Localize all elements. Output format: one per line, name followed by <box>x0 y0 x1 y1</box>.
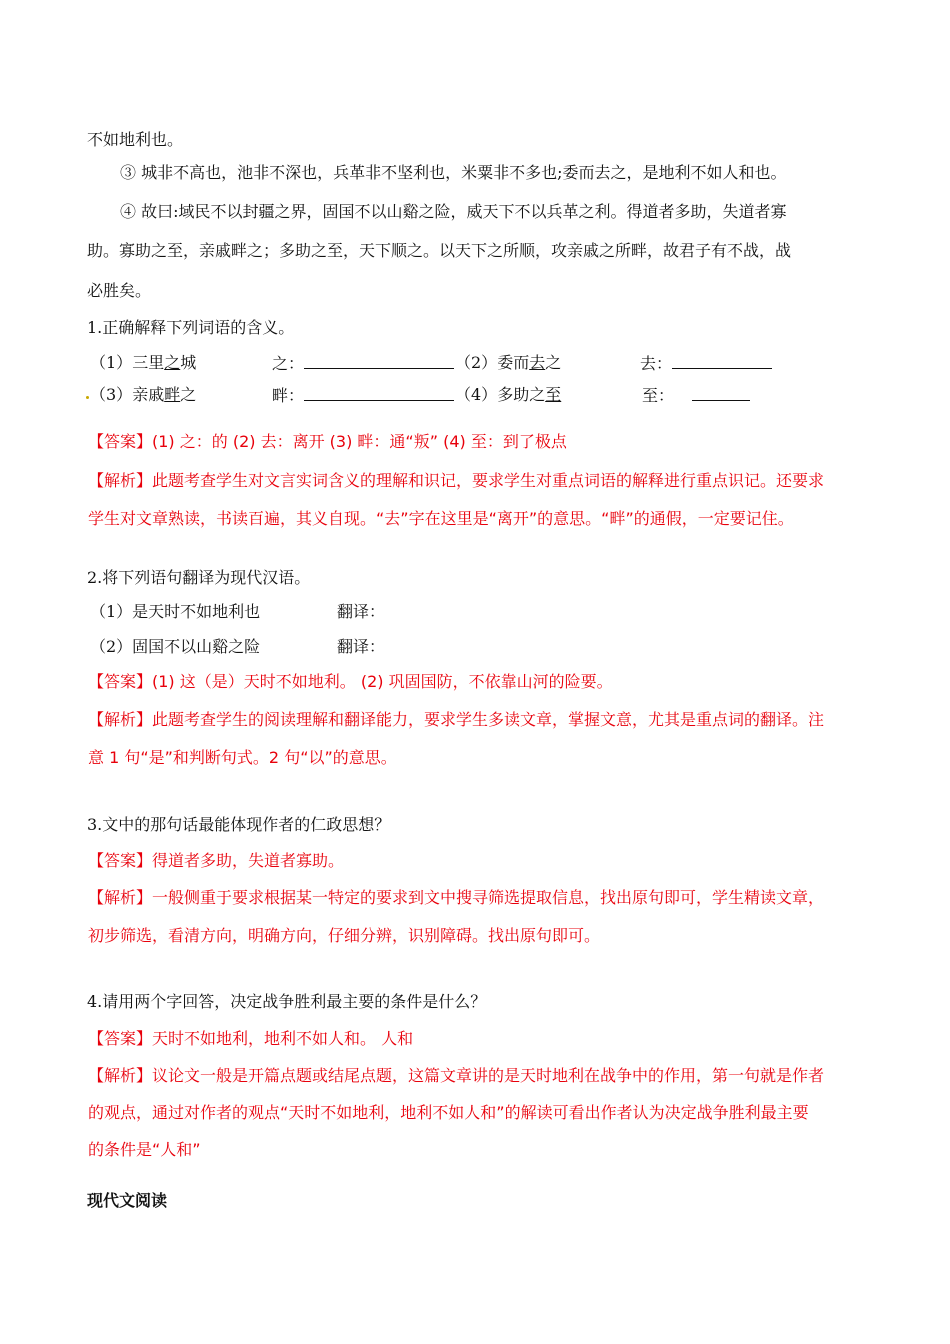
q2-analysis-line-1: 【解析】此题考查学生的阅读理解和翻译能力，要求学生多读文章，掌握文意，尤其是重点词的翻译。注 <box>88 710 825 729</box>
question-4-title: 4.请用两个字回答，决定战争胜利最主要的条件是什么？ <box>87 992 487 1011</box>
q2-answer: 【答案】(1) 这（是）天时不如地利。 (2) 巩固国防，不依靠山河的险要。 <box>88 672 613 691</box>
q2-item-2-translate-label: 翻译： <box>337 637 386 656</box>
q1-item-3-answer: 畔： <box>272 384 454 407</box>
passage-paragraph-4-line-1: ④ 故曰:域民不以封疆之界，固国不以山谿之险，威天下不以兵革之利。得道者多助，失道者寡 <box>120 202 787 221</box>
q2-analysis-line-2: 意 1 句“是”和判断句式。2 句“以”的意思。 <box>88 748 397 767</box>
q1-item-3: （3）亲戚畔之 <box>90 385 197 404</box>
q2-item-1: （1）是天时不如地利也 <box>90 602 261 621</box>
section-heading: 现代文阅读 <box>87 1191 168 1210</box>
q1-answer: 【答案】(1) 之：的 (2) 去：离开 (3) 畔：通“叛” (4) 至：到了极点 <box>88 432 567 451</box>
q1-item-2: （2）委而去之 <box>455 353 562 372</box>
passage-paragraph-3: ③ 城非不高也，池非不深也，兵革非不坚利也，米粟非不多也;委而去之，是地利不如人和也。 <box>120 163 787 182</box>
passage-paragraph-4-line-3: 必胜矣。 <box>87 281 152 300</box>
answer-blank[interactable] <box>672 352 772 369</box>
q4-analysis-line-3: 的条件是“人和” <box>88 1140 201 1159</box>
q1-item-2-answer: 去： <box>640 352 772 375</box>
q1-analysis-line-1: 【解析】此题考查学生对文言实词含义的理解和识记，要求学生对重点词语的解释进行重点识记。还要求 <box>88 471 825 490</box>
q1-item-4-answer: 至： <box>642 384 750 407</box>
q3-analysis-line-1: 【解析】一般侧重于要求根据某一特定的要求到文中搜寻筛选提取信息，找出原句即可，学生精读文章， <box>88 888 825 907</box>
passage-paragraph-4-line-2: 助。寡助之至，亲戚畔之；多助之至，天下顺之。以天下之所顺，攻亲戚之所畔，故君子有不战，战 <box>87 241 792 260</box>
bullet-mark <box>86 396 89 399</box>
q3-answer: 【答案】得道者多助，失道者寡助。 <box>88 851 345 870</box>
q4-analysis-line-1: 【解析】议论文一般是开篇点题或结尾点题，这篇文章讲的是天时地利在战争中的作用，第一句就是作者 <box>88 1066 825 1085</box>
q1-item-1-answer: 之： <box>272 352 454 375</box>
q3-analysis-line-2: 初步筛选，看清方向，明确方向，仔细分辨，识别障碍。找出原句即可。 <box>88 926 601 945</box>
answer-blank[interactable] <box>304 384 454 401</box>
question-3-title: 3.文中的那句话最能体现作者的仁政思想？ <box>87 815 391 834</box>
question-2-title: 2.将下列语句翻译为现代汉语。 <box>87 568 311 587</box>
q1-analysis-line-2: 学生对文章熟读，书读百遍，其义自现。“去”字在这里是“离开”的意思。“畔”的通假，一定要记住。 <box>88 509 794 528</box>
q4-answer: 【答案】天时不如地利，地利不如人和。 人和 <box>88 1029 414 1048</box>
passage-line: 不如地利也。 <box>87 130 184 149</box>
q1-item-4: （4）多助之至 <box>455 385 562 404</box>
q2-item-1-translate-label: 翻译： <box>337 602 386 621</box>
q1-item-1: （1）三里之城 <box>90 353 197 372</box>
answer-blank[interactable] <box>692 384 750 401</box>
q4-analysis-line-2: 的观点，通过对作者的观点“天时不如地利，地利不如人和”的解读可看出作者认为决定战争胜利最主要 <box>88 1103 809 1122</box>
question-1-title: 1.正确解释下列词语的含义。 <box>87 318 295 337</box>
answer-blank[interactable] <box>304 352 454 369</box>
q2-item-2: （2）固国不以山谿之险 <box>90 637 261 656</box>
